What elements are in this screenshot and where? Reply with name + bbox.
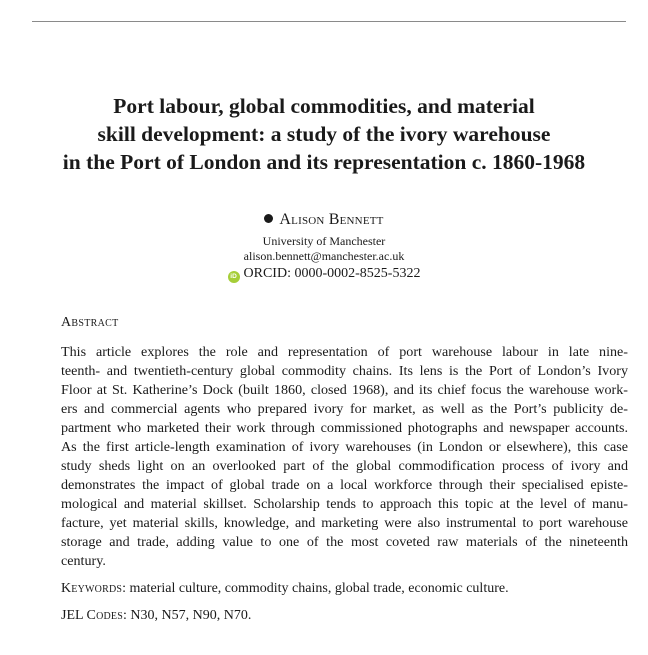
author-name: Alison Bennett — [279, 211, 384, 228]
orcid-icon: iD — [228, 271, 240, 283]
abstract-line: study sheds light on an overlooked part of the global commodification process of ivory and — [61, 458, 628, 474]
top-rule — [32, 21, 626, 22]
author-email[interactable]: alison.bennett@manchester.ac.uk — [243, 249, 405, 263]
jel-label-prefix: JEL — [61, 608, 84, 623]
orcid-label: ORCID: — [243, 266, 291, 281]
keywords: Keywords: material culture, commodity chains, global trade, economic culture. — [61, 581, 509, 596]
abstract-body — [61, 343, 628, 571]
bullet-icon — [264, 214, 273, 223]
article-title — [20, 92, 628, 176]
title-line-3: in the Port of London and its representation c. 1860-1968 — [62, 150, 586, 174]
abstract-line: As the first article-length examination of ivory warehouses (in London or elsewhere), this case — [61, 439, 628, 455]
abstract-heading: Abstract — [61, 315, 119, 330]
author-line — [0, 210, 648, 230]
abstract-line: facture, yet material skills, knowledge, and marketing were also instrumental to port warehouse — [61, 515, 628, 531]
orcid-id[interactable]: 0000-0002-8525-5322 — [294, 266, 421, 281]
abstract-line: ers and commercial agents who prepared ivory for market, as well as the Port’s publicity de- — [61, 401, 628, 417]
abstract-line: demonstrates the impact of global trade on a local workforce through their specialised episte- — [61, 477, 628, 493]
jel-codes: JEL Codes: N30, N57, N90, N70. — [61, 608, 252, 623]
jel-codes-text: N30, N57, N90, N70. — [130, 608, 252, 623]
orcid-line[interactable] — [0, 265, 648, 283]
abstract-line: century. — [61, 553, 106, 569]
keywords-label: Keywords — [61, 581, 123, 596]
author-block — [0, 210, 648, 283]
abstract-line: Floor at St. Katherine’s Dock (built 1860, closed 1968), and its chief focus the warehouse work- — [61, 382, 628, 398]
author-affiliation: University of Manchester — [262, 234, 386, 248]
abstract-line: mological and material skillset. Scholarship tends to approach this topic at the level of manu- — [61, 496, 628, 512]
abstract-line: teenth- and twentieth-century global commodity chains. Its lens is the Port of London’s Ivory — [61, 363, 628, 379]
title-line-1: Port labour, global commodities, and material — [113, 94, 535, 118]
keywords-text: material culture, commodity chains, global trade, economic culture. — [129, 581, 509, 596]
title-line-2: skill development: a study of the ivory warehouse — [97, 122, 551, 146]
abstract-line: This article explores the role and representation of port warehouse labour in late nine- — [61, 344, 628, 360]
abstract-line: storage and trade, adding value to one of the most coveted raw materials of the nineteenth — [61, 534, 628, 550]
jel-label-rest: Codes — [86, 608, 123, 623]
abstract-line: partment who marketed their work through commissioned photographs and newspaper accounts. — [61, 420, 628, 436]
